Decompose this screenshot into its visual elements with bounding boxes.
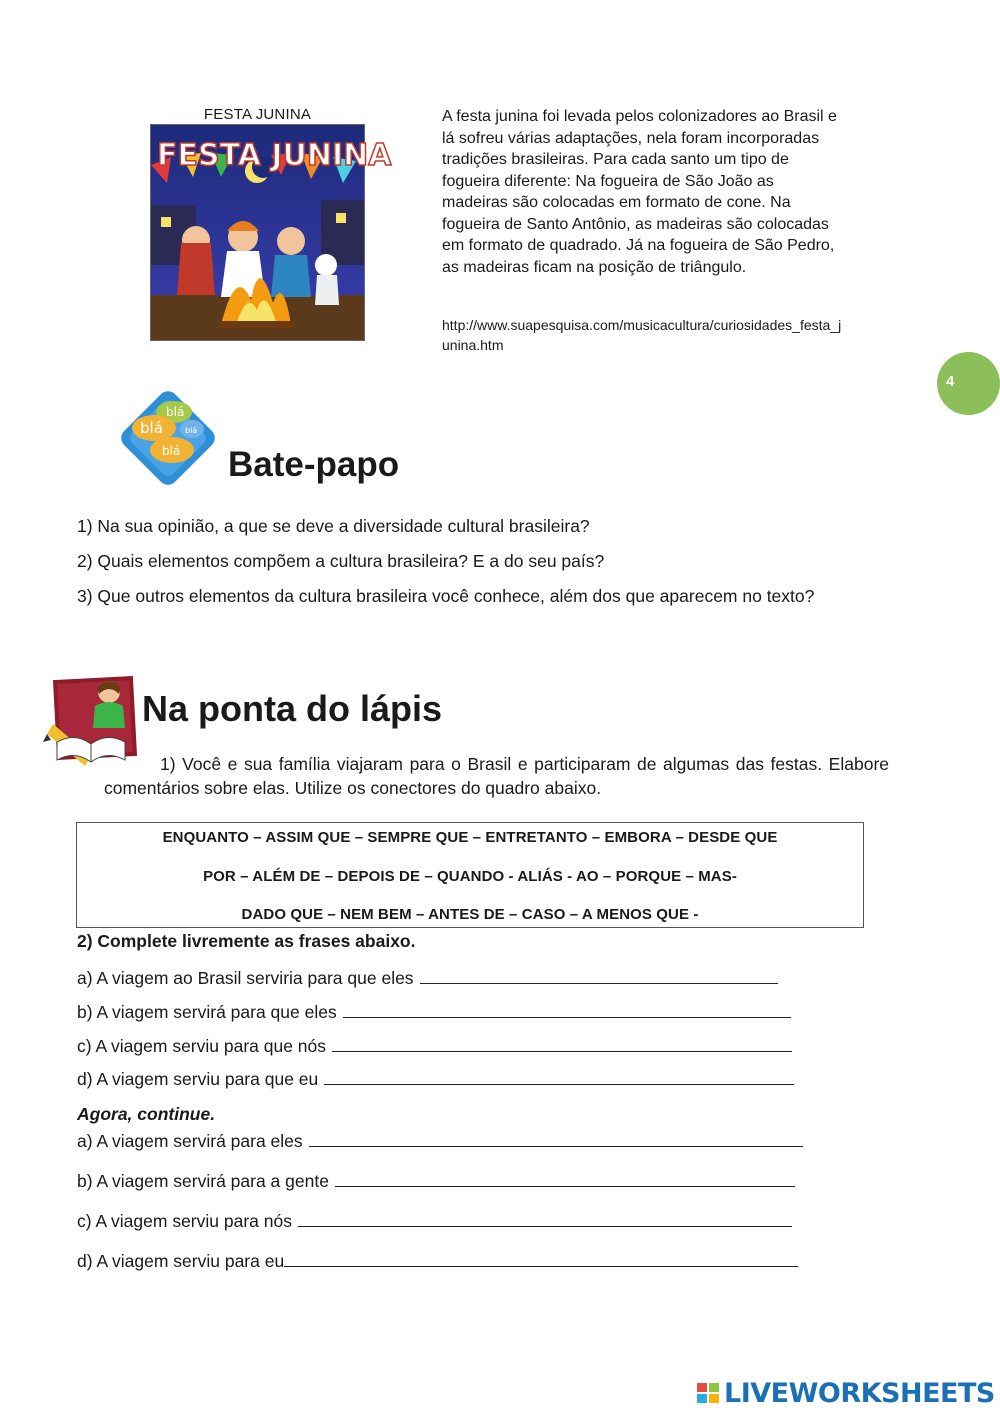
connectors-line: POR – ALÉM DE – DEPOIS DE – QUANDO - ALIÁS - AO – PORQUE – MAS-: [203, 868, 737, 885]
bla-text: blá: [140, 419, 163, 437]
answer-blank[interactable]: [335, 1186, 795, 1187]
festa-junina-image-title: FESTA JUNINA: [157, 138, 392, 173]
sentence-prompt: b) A viagem servirá para a gente: [77, 1171, 329, 1191]
section-2-title: 2) Complete livremente as frases abaixo.: [77, 931, 416, 951]
question-2: 2) Quais elementos compõem a cultura brasileira? E a do seu país?: [77, 551, 605, 571]
question-1: 1) Na sua opinião, a que se deve a diversidade cultural brasileira?: [77, 516, 590, 536]
activity-1-instruction-text: 1) Você e sua família viajaram para o Brasil e participaram de algumas das festas. Elabore comentários sobre elas. Utilize os conectores do quadro abaixo.: [104, 754, 889, 798]
liveworksheets-wordmark: LIVEWORKSHEETS: [724, 1378, 995, 1409]
connectors-box: [76, 822, 864, 928]
answer-blank[interactable]: [332, 1051, 792, 1052]
sentence-prompt: a) A viagem ao Brasil serviria para que eles: [77, 968, 414, 988]
chat-bubbles-icon: [112, 382, 224, 494]
sentence-prompt: a) A viagem servirá para eles: [77, 1131, 303, 1151]
bate-papo-title: Bate-papo: [228, 445, 400, 484]
sentence-row: [77, 968, 778, 989]
page-number: 4: [946, 373, 955, 390]
answer-blank[interactable]: [284, 1266, 798, 1267]
sentence-row: [77, 1211, 792, 1232]
sentence-prompt: c) A viagem serviu para nós: [77, 1211, 292, 1231]
liveworksheets-logo[interactable]: [697, 1378, 995, 1409]
bla-text: blá: [166, 405, 185, 419]
sentence-row: [77, 1171, 795, 1192]
activity-1-instruction: [104, 752, 889, 800]
question-3: 3) Que outros elementos da cultura brasileira você conhece, além dos que aparecem no texto?: [77, 586, 815, 606]
answer-blank[interactable]: [298, 1226, 792, 1227]
sentence-row: [77, 1069, 794, 1090]
na-ponta-do-lapis-title: Na ponta do lápis: [142, 688, 443, 729]
sentence-prompt: d) A viagem serviu para que eu: [77, 1069, 319, 1089]
continue-label: Agora, continue.: [77, 1104, 216, 1124]
answer-blank[interactable]: [420, 983, 778, 984]
connectors-line: DADO QUE – NEM BEM – ANTES DE – CASO – A MENOS QUE -: [241, 906, 699, 923]
liveworksheets-mark-icon: [697, 1383, 721, 1405]
sentence-prompt: c) A viagem serviu para que nós: [77, 1036, 327, 1056]
page-number-badge: [937, 352, 1000, 415]
connectors-line: ENQUANTO – ASSIM QUE – SEMPRE QUE – ENTRETANTO – EMBORA – DESDE QUE: [162, 829, 778, 846]
sentence-row: [77, 1036, 792, 1057]
sentence-prompt: d) A viagem serviu para eu: [77, 1251, 285, 1271]
sentence-row: [77, 1131, 803, 1152]
festa-junina-paragraph: A festa junina foi levada pelos colonizadores ao Brasil e lá sofreu várias adaptações, nela foram incorporadas tradições brasileiras. Para cada santo um tipo de fogueira diferente: Na fogueira de São João as madeiras são colocadas em formato de cone. Na fogueira de Santo Antônio, as madeiras são colocadas em formato de quadrado. Já na fogueira de São Pedro, as madeiras ficam na posição de triângulo.: [442, 108, 837, 276]
bla-text: blá: [162, 444, 181, 458]
source-url[interactable]: http://www.suapesquisa.com/musicacultura/curiosidades_festa_junina.htm: [442, 317, 842, 353]
answer-blank[interactable]: [343, 1017, 791, 1018]
answer-blank[interactable]: [309, 1146, 803, 1147]
sentence-prompt: b) A viagem servirá para que eles: [77, 1002, 337, 1022]
bla-text: blá: [185, 426, 198, 435]
answer-blank[interactable]: [324, 1084, 794, 1085]
festa-junina-illustration: [150, 124, 392, 341]
sentence-row: [77, 1002, 791, 1023]
festa-junina-caption: FESTA JUNINA: [203, 106, 312, 123]
sentence-row: [77, 1251, 798, 1272]
